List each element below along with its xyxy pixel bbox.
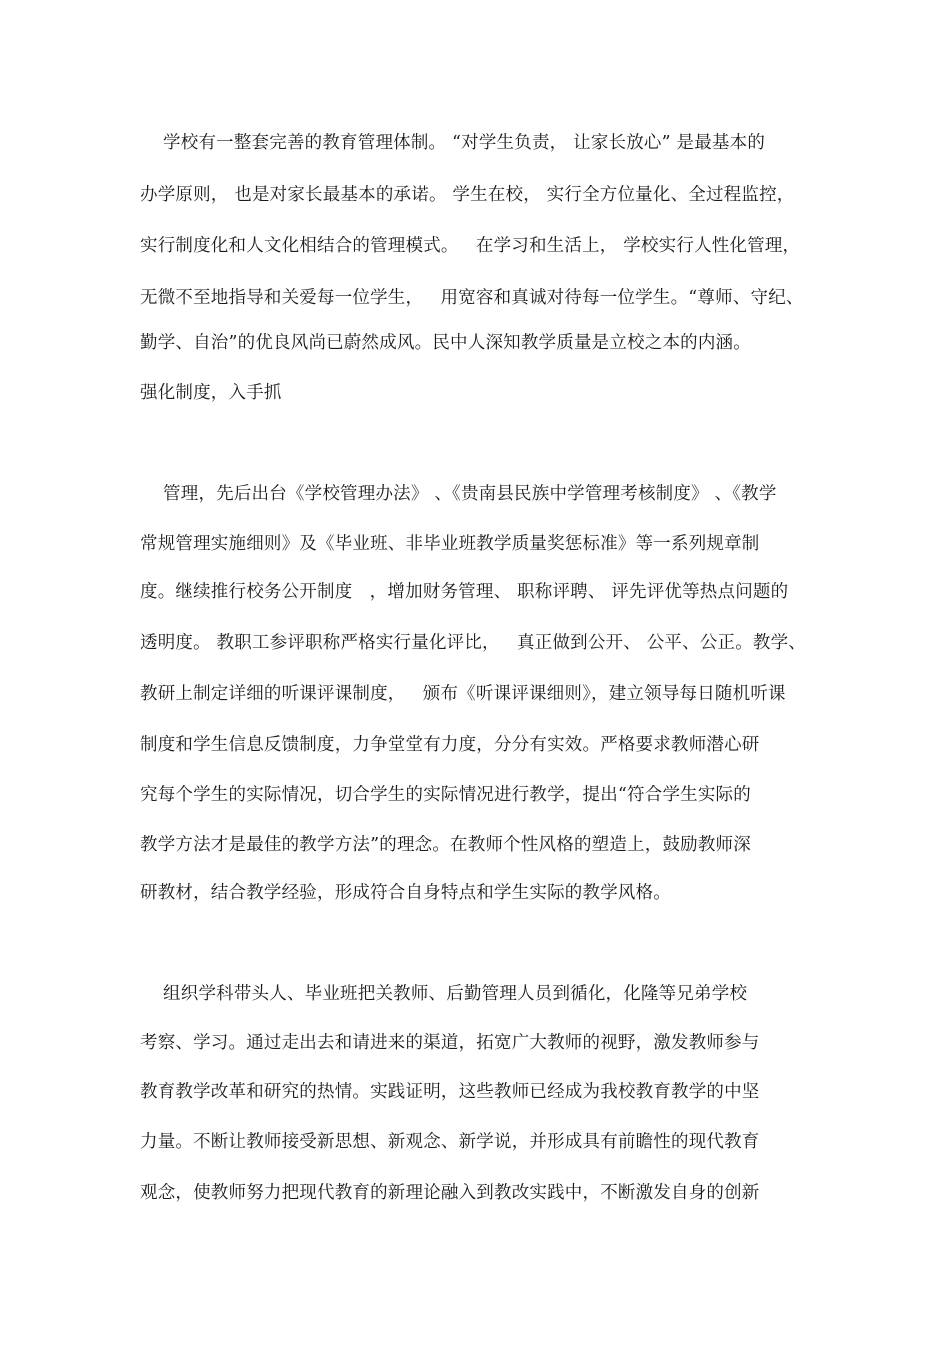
- text-line: 考察、学习。通过走出去和请进来的渠道，拓宽广大教师的视野，激发教师参与: [140, 1033, 760, 1053]
- text-line: 组织学科带头人、毕业班把关教师、后勤管理人员到循化，化隆等兄弟学校: [140, 984, 748, 1004]
- text-line: 教学方法才是最佳的教学方法”的理念。在教师个性风格的塑造上，鼓励教师深: [140, 835, 751, 855]
- text-line: 常规管理实施细则》及《毕业班、非毕业班教学质量奖惩标准》等一系列规章制: [140, 534, 760, 554]
- text-line: 透明度。 教职工参评职称严格实行量化评比， 真正做到公开、 公平、公正。教学、: [140, 633, 807, 653]
- text-line: 学校有一整套完善的教育管理体制。 “对学生负责， 让家长放心” 是最基本的: [140, 133, 766, 153]
- text-line: 力量。不断让教师接受新思想、新观念、新学说，并形成具有前瞻性的现代教育: [140, 1132, 760, 1152]
- text-line: 无微不至地指导和关爱每一位学生， 用宽容和真诚对待每一位学生。“尊师、守纪、: [140, 288, 804, 308]
- text-line: 观念，使教师努力把现代教育的新理论融入到教改实践中，不断激发自身的创新: [140, 1183, 760, 1203]
- text-line: 教研上制定详细的听课评课制度， 颁布《听课评课细则》，建立领导每日随机听课: [140, 684, 786, 704]
- text-line: 度。继续推行校务公开制度 ，增加财务管理、 职称评聘、 评先评优等热点问题的: [140, 582, 789, 602]
- text-line: 实行制度化和人文化相结合的管理模式。 在学习和生活上， 学校实行人性化管理，: [140, 236, 801, 256]
- text-line: 教育教学改革和研究的热情。实践证明，这些教师已经成为我校教育教学的中坚: [140, 1082, 760, 1102]
- text-line: 管理，先后出台《学校管理办法》 、《贵南县民族中学管理考核制度》 、《教学: [140, 484, 777, 504]
- text-line: 研教材，结合教学经验，形成符合自身特点和学生实际的教学风格。: [140, 883, 671, 903]
- text-line: 强化制度，入手抓: [140, 383, 282, 403]
- text-line: 制度和学生信息反馈制度，力争堂堂有力度，分分有实效。严格要求教师潜心研: [140, 735, 760, 755]
- text-line: 究每个学生的实际情况，切合学生的实际情况进行教学，提出“符合学生实际的: [140, 785, 751, 805]
- text-line: 办学原则， 也是对家长最基本的承诺。 学生在校， 实行全方位量化、全过程监控，: [140, 185, 795, 205]
- text-line: 勤学、自治”的优良风尚已蔚然成风。民中人深知教学质量是立校之本的内涵。: [140, 333, 751, 353]
